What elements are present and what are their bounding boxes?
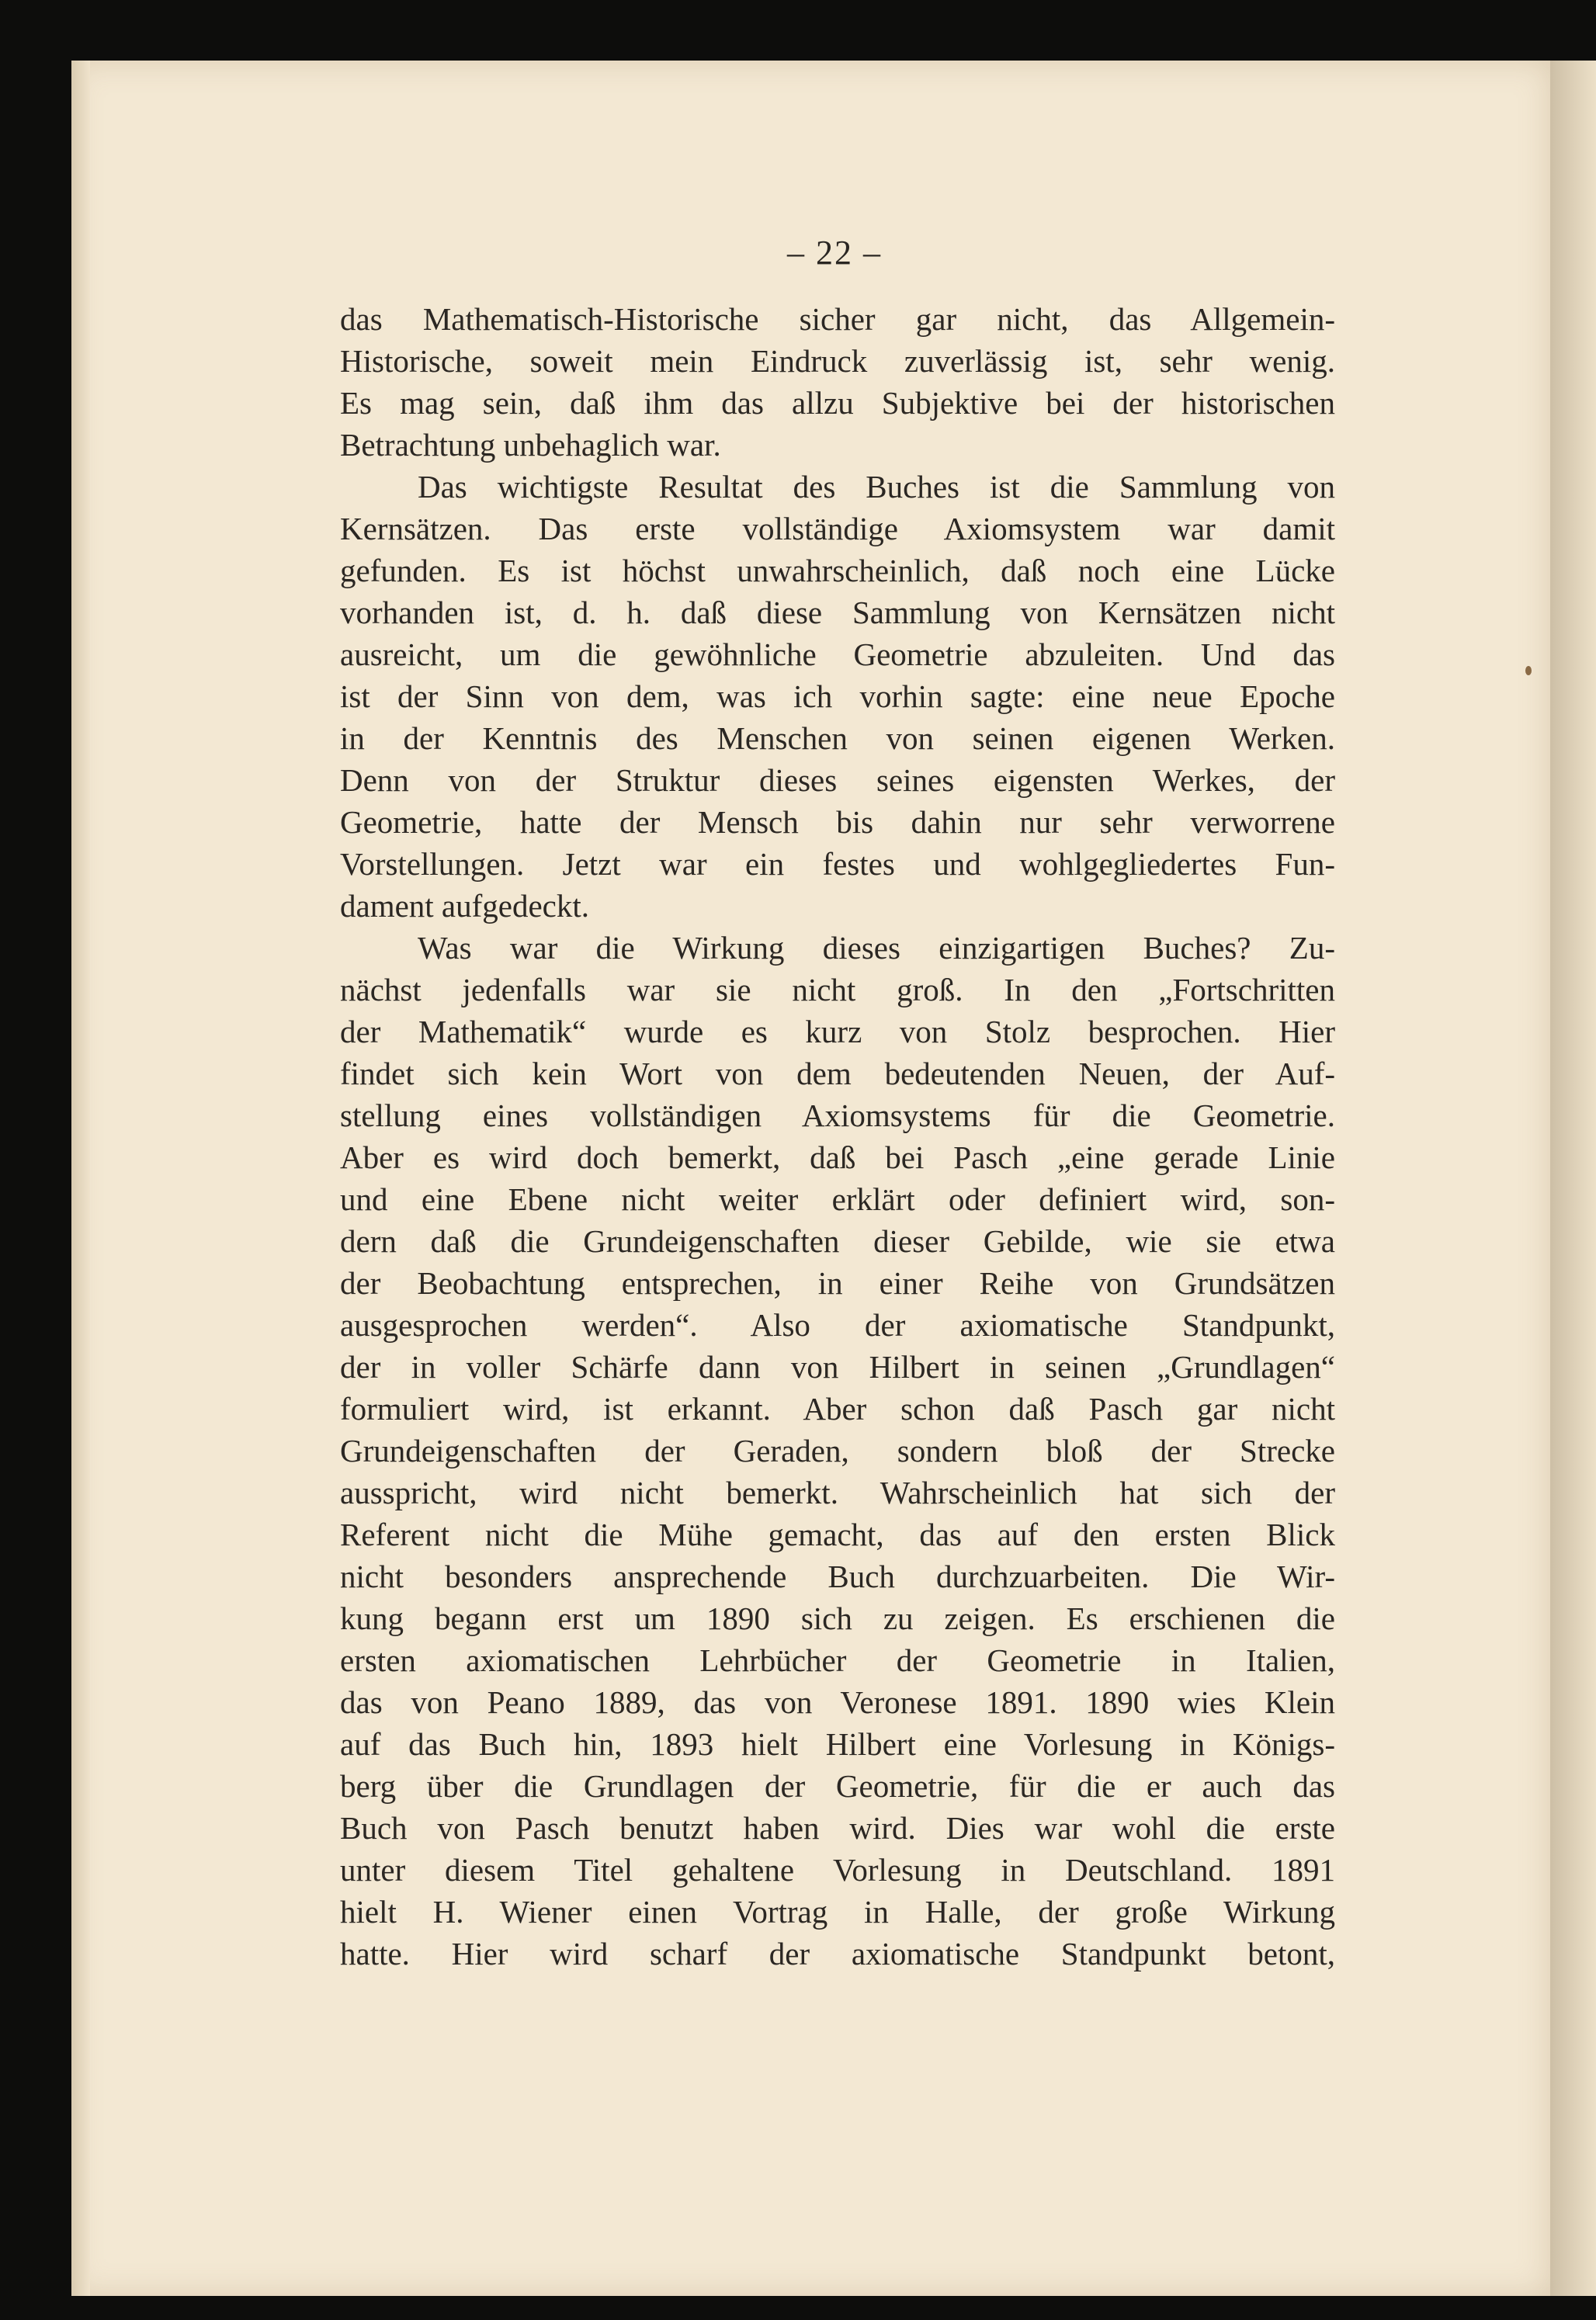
text-line: ersten axiomatischen Lehrbücher der Geometrie in Italien, [340,1642,1335,1678]
text-line: in der Kenntnis des Menschen von seinen eigenen Werken. [340,720,1335,756]
text-line: und eine Ebene nicht weiter erklärt oder definiert wird, son- [340,1181,1335,1217]
text-line: ausreicht, um die gewöhnliche Geometrie abzuleiten. Und das [340,636,1335,672]
text-line: kung begann erst um 1890 sich zu zeigen. Es erschienen die [340,1600,1335,1636]
text-line: Geometrie, hatte der Mensch bis dahin nur sehr verworrene [340,804,1335,840]
text-line: ausspricht, wird nicht bemerkt. Wahrscheinlich hat sich der [340,1475,1335,1510]
text-line: das Mathematisch-Historische sicher gar nicht, das Allgemein- [340,301,1335,337]
text-line: dern daß die Grundeigenschaften dieser Gebilde, wie sie etwa [340,1223,1335,1259]
text-line: berg über die Grundlagen der Geometrie, für die er auch das [340,1768,1335,1804]
text-line: Historische, soweit mein Eindruck zuverlässig ist, sehr wenig. [340,343,1335,379]
text-line: Aber es wird doch bemerkt, daß bei Pasch „eine gerade Linie [340,1139,1335,1175]
text-line: ausgesprochen werden“. Also der axiomatische Standpunkt, [340,1307,1335,1343]
text-line: Betrachtung unbehaglich war. [340,427,721,463]
text-line: dament aufgedeckt. [340,888,590,924]
text-line: hatte. Hier wird scharf der axiomatische Standpunkt betont, [340,1936,1335,1971]
text-line: ist der Sinn von dem, was ich vorhin sagte: eine neue Epoche [340,678,1335,714]
body-text [340,298,1335,1975]
paper-stain [1525,666,1532,675]
text-line: Buch von Pasch benutzt haben wird. Dies war wohl die erste [340,1810,1335,1846]
text-line: Das wichtigste Resultat des Buches ist die Sammlung von [418,469,1335,505]
text-line: der in voller Schärfe dann von Hilbert in seinen „Grundlagen“ [340,1349,1335,1385]
text-line: Kernsätzen. Das erste vollständige Axiomsystem war damit [340,511,1335,546]
text-line: hielt H. Wiener einen Vortrag in Halle, der große Wirkung [340,1894,1335,1930]
text-line: stellung eines vollständigen Axiomsystems für die Geometrie. [340,1098,1335,1133]
text-line: vorhanden ist, d. h. daß diese Sammlung von Kernsätzen nicht [340,595,1335,630]
text-line: Grundeigenschaften der Geraden, sondern bloß der Strecke [340,1433,1335,1469]
adjacent-page-edge [1550,61,1596,2296]
text-line: das von Peano 1889, das von Veronese 1891. 1890 wies Klein [340,1684,1335,1720]
text-line: der Beobachtung entsprechen, in einer Reihe von Grundsätzen [340,1265,1335,1301]
text-line: der Mathematik“ wurde es kurz von Stolz besprochen. Hier [340,1014,1335,1049]
text-line: Vorstellungen. Jetzt war ein festes und wohlgegliedertes Fun- [340,846,1335,882]
text-line: Was war die Wirkung dieses einzigartigen Buches? Zu- [418,930,1335,966]
text-line: unter diesem Titel gehaltene Vorlesung in Deutschland. 1891 [340,1852,1335,1888]
text-line: formuliert wird, ist erkannt. Aber schon daß Pasch gar nicht [340,1391,1335,1427]
text-line: Referent nicht die Mühe gemacht, das auf den ersten Blick [340,1517,1335,1552]
page-binding-edge [71,61,90,2296]
text-line: gefunden. Es ist höchst unwahrscheinlich, daß noch eine Lücke [340,553,1335,588]
text-line: Denn von der Struktur dieses seines eigensten Werkes, der [340,762,1335,798]
text-line: auf das Buch hin, 1893 hielt Hilbert eine Vorlesung in Königs- [340,1726,1335,1762]
text-line: Es mag sein, daß ihm das allzu Subjektive bei der historischen [340,385,1335,421]
text-line: nächst jedenfalls war sie nicht groß. In den „Fortschritten [340,972,1335,1007]
text-line: nicht besonders ansprechende Buch durchzuarbeiten. Die Wir- [340,1559,1335,1594]
text-line: findet sich kein Wort von dem bedeutenden Neuen, der Auf- [340,1056,1335,1091]
page-number: – 22 – [787,234,882,272]
